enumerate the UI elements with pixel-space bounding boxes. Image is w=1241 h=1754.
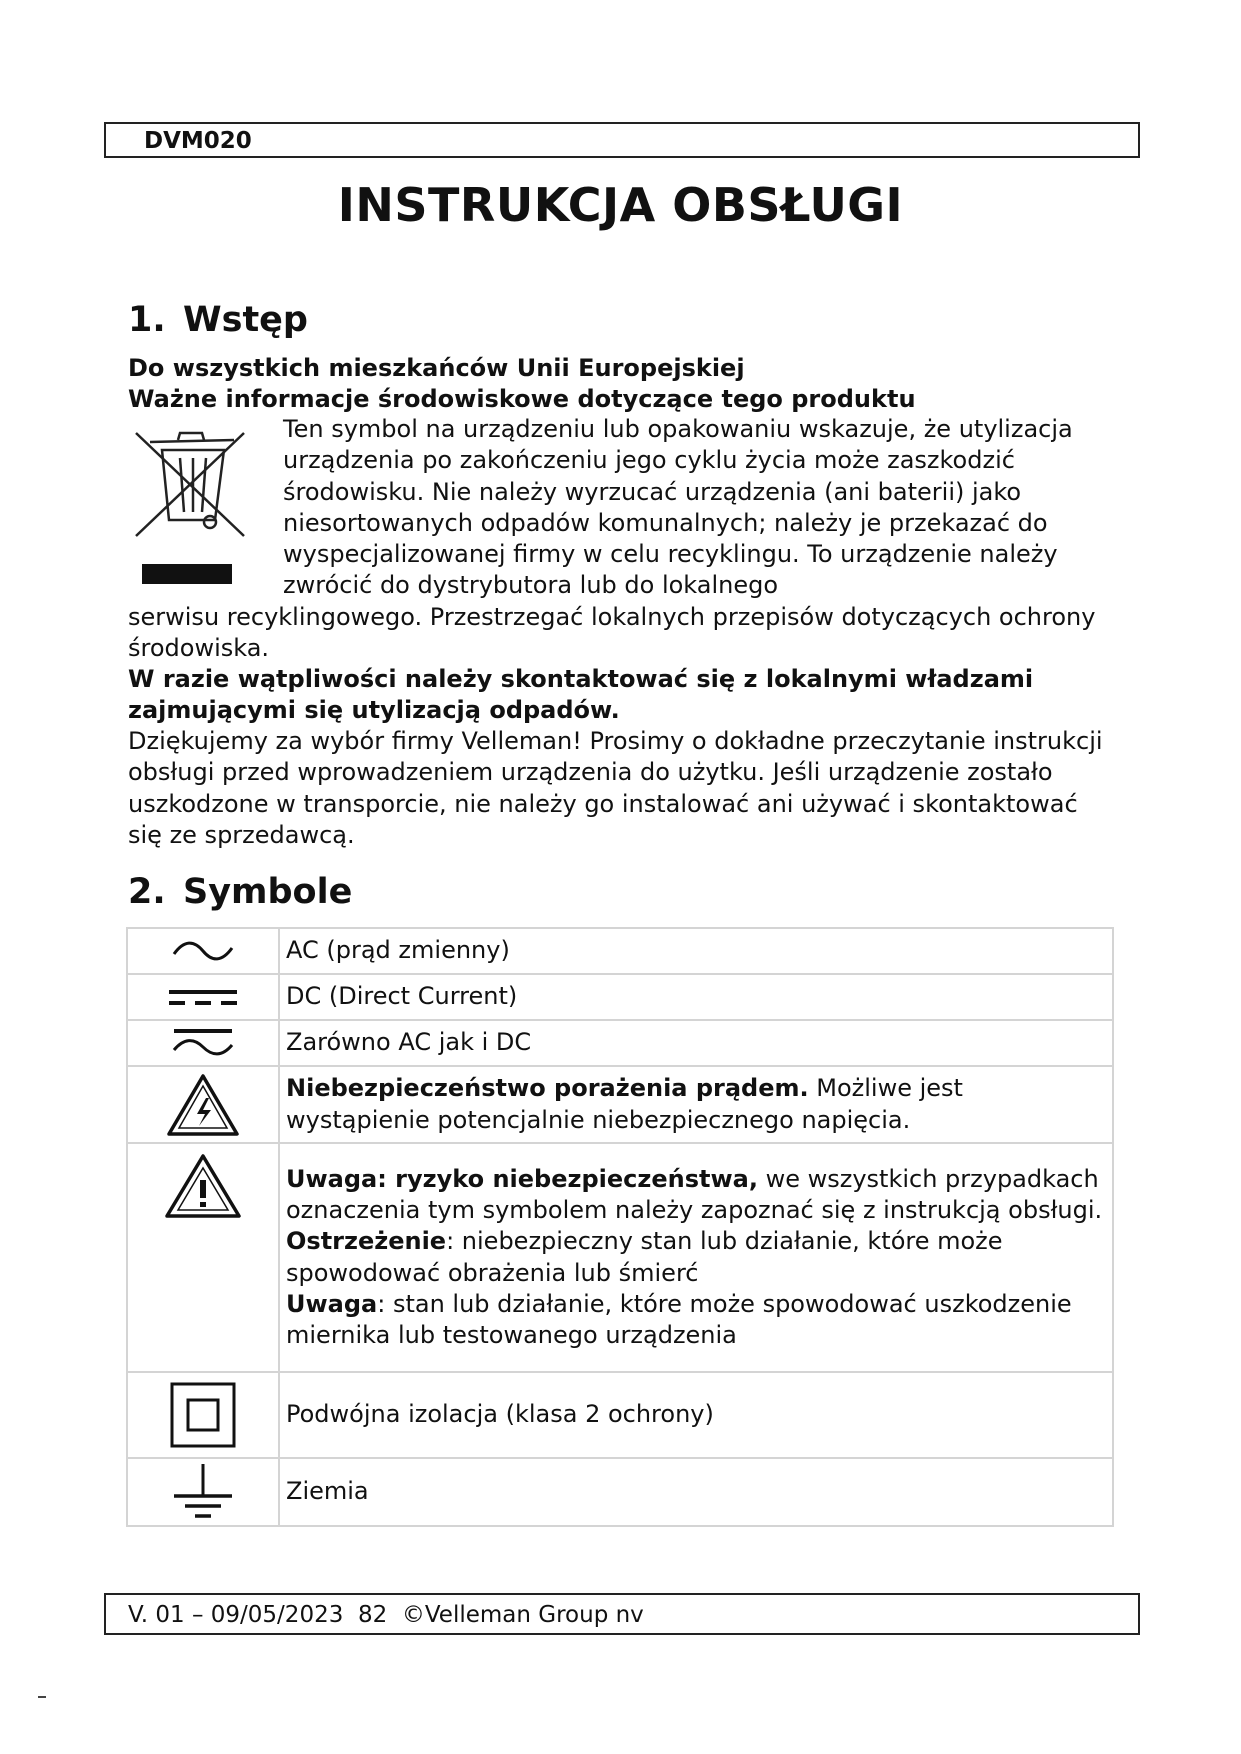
ac-sine-icon xyxy=(170,938,236,964)
shock-warning-title: Niebezpieczeństwo porażenia prądem. xyxy=(286,1074,809,1103)
description-cell: Zarówno AC jak i DC xyxy=(279,1020,1113,1066)
footer-text: V. 01 – 09/05/2023 82 ©Velleman Group nv xyxy=(128,1602,644,1628)
symbol-cell xyxy=(127,974,279,1020)
caution-text: we wszystkich przypadkach oznaczenia tym symbolem należy zapoznać się z instrukcją obsługi. xyxy=(286,1164,1103,1224)
section-1-title: Wstęp xyxy=(183,300,308,340)
description-cell: AC (prąd zmienny) xyxy=(279,928,1113,974)
weee-symbol-text-continued: serwisu recyklingowego. Przestrzegać lokalnych przepisów dotyczących ochrony środowiska. xyxy=(128,603,1096,663)
ac-dc-icon xyxy=(170,1026,236,1060)
page-mark xyxy=(38,1696,46,1698)
table-row xyxy=(127,1020,1113,1066)
contact-authorities-notice: W razie wątpliwości należy skontaktować się z lokalnymi władzami zajmującymi się utylizacją odpadów. xyxy=(128,665,1034,725)
symbol-cell xyxy=(127,1020,279,1066)
description-cell: DC (Direct Current) xyxy=(279,974,1113,1020)
description-cell: Podwójna izolacja (klasa 2 ochrony) xyxy=(279,1372,1113,1458)
environment-info-line: Ważne informacje środowiskowe dotyczące tego produktu xyxy=(128,385,916,413)
table-row xyxy=(127,1066,1113,1143)
footer-box xyxy=(104,1593,1140,1635)
table-row xyxy=(127,1372,1113,1458)
header-box xyxy=(104,122,1140,158)
section-2-title: Symbole xyxy=(183,872,353,912)
dc-lines-icon xyxy=(167,985,239,1009)
weee-symbol-text: Ten symbol na urządzeniu lub opakowaniu wskazuje, że utylizacja urządzenia po zakończeniu jego cyklu życia może zaszkodzić środowisku. Nie należy wyrzucać urządzenia (ani baterii) jako niesortowanych odpadów komunalnych; należy je przekazać do wyspecjalizowanej firmy w celu recyklingu. To urządzenie należy zwrócić do dystrybutora lub do lokalnego xyxy=(283,415,1073,600)
section-1-number: 1. xyxy=(128,300,166,340)
crossed-out-wheelie-bin-icon xyxy=(132,428,247,593)
symbol-cell xyxy=(127,1458,279,1526)
table-row xyxy=(127,974,1113,1020)
double-insulation-icon xyxy=(169,1381,237,1449)
caution-title: Uwaga: ryzyko niebezpieczeństwa, xyxy=(286,1164,758,1193)
description-cell xyxy=(279,1143,1113,1372)
thank-you-paragraph: Dziękujemy za wybór firmy Velleman! Prosimy o dokładne przeczytanie instrukcji obsługi przed wprowadzeniem urządzenia do użytku. Jeśli urządzenie zostało uszkodzone w transporcie, nie należy go instalować ani używać i skontaktować się ze sprzedawcą. xyxy=(128,727,1103,849)
warning-text: : niebezpieczny stan lub działanie, które może spowodować obrażenia lub śmierć xyxy=(286,1227,1003,1287)
ground-icon xyxy=(170,1462,236,1522)
section-1-heading xyxy=(128,300,308,340)
symbol-cell xyxy=(127,1143,279,1372)
product-code: DVM020 xyxy=(144,128,252,154)
description-cell xyxy=(279,1066,1113,1143)
table-row xyxy=(127,1143,1113,1372)
document-title: INSTRUKCJA OBSŁUGI xyxy=(337,178,904,232)
symbols-table xyxy=(126,927,1114,1527)
symbol-cell xyxy=(127,1372,279,1458)
description-cell: Ziemia xyxy=(279,1458,1113,1526)
eu-residents-line: Do wszystkich mieszkańców Unii Europejskiej xyxy=(128,354,745,382)
table-row xyxy=(127,928,1113,974)
warning-label: Ostrzeżenie xyxy=(286,1227,447,1256)
symbol-cell xyxy=(127,928,279,974)
symbol-cell xyxy=(127,1066,279,1143)
section-2-number: 2. xyxy=(128,872,166,912)
caution-exclamation-icon xyxy=(164,1152,242,1220)
note-text: : stan lub działanie, które może spowodować uszkodzenie miernika lub testowanego urządzenia xyxy=(286,1289,1072,1350)
table-row xyxy=(127,1458,1113,1526)
note-label: Uwaga xyxy=(286,1289,378,1318)
section-2-heading xyxy=(128,872,352,912)
shock-warning-text: Możliwe jest wystąpienie potencjalnie niebezpiecznego napięcia. xyxy=(286,1074,963,1134)
electric-shock-warning-icon xyxy=(166,1072,240,1138)
